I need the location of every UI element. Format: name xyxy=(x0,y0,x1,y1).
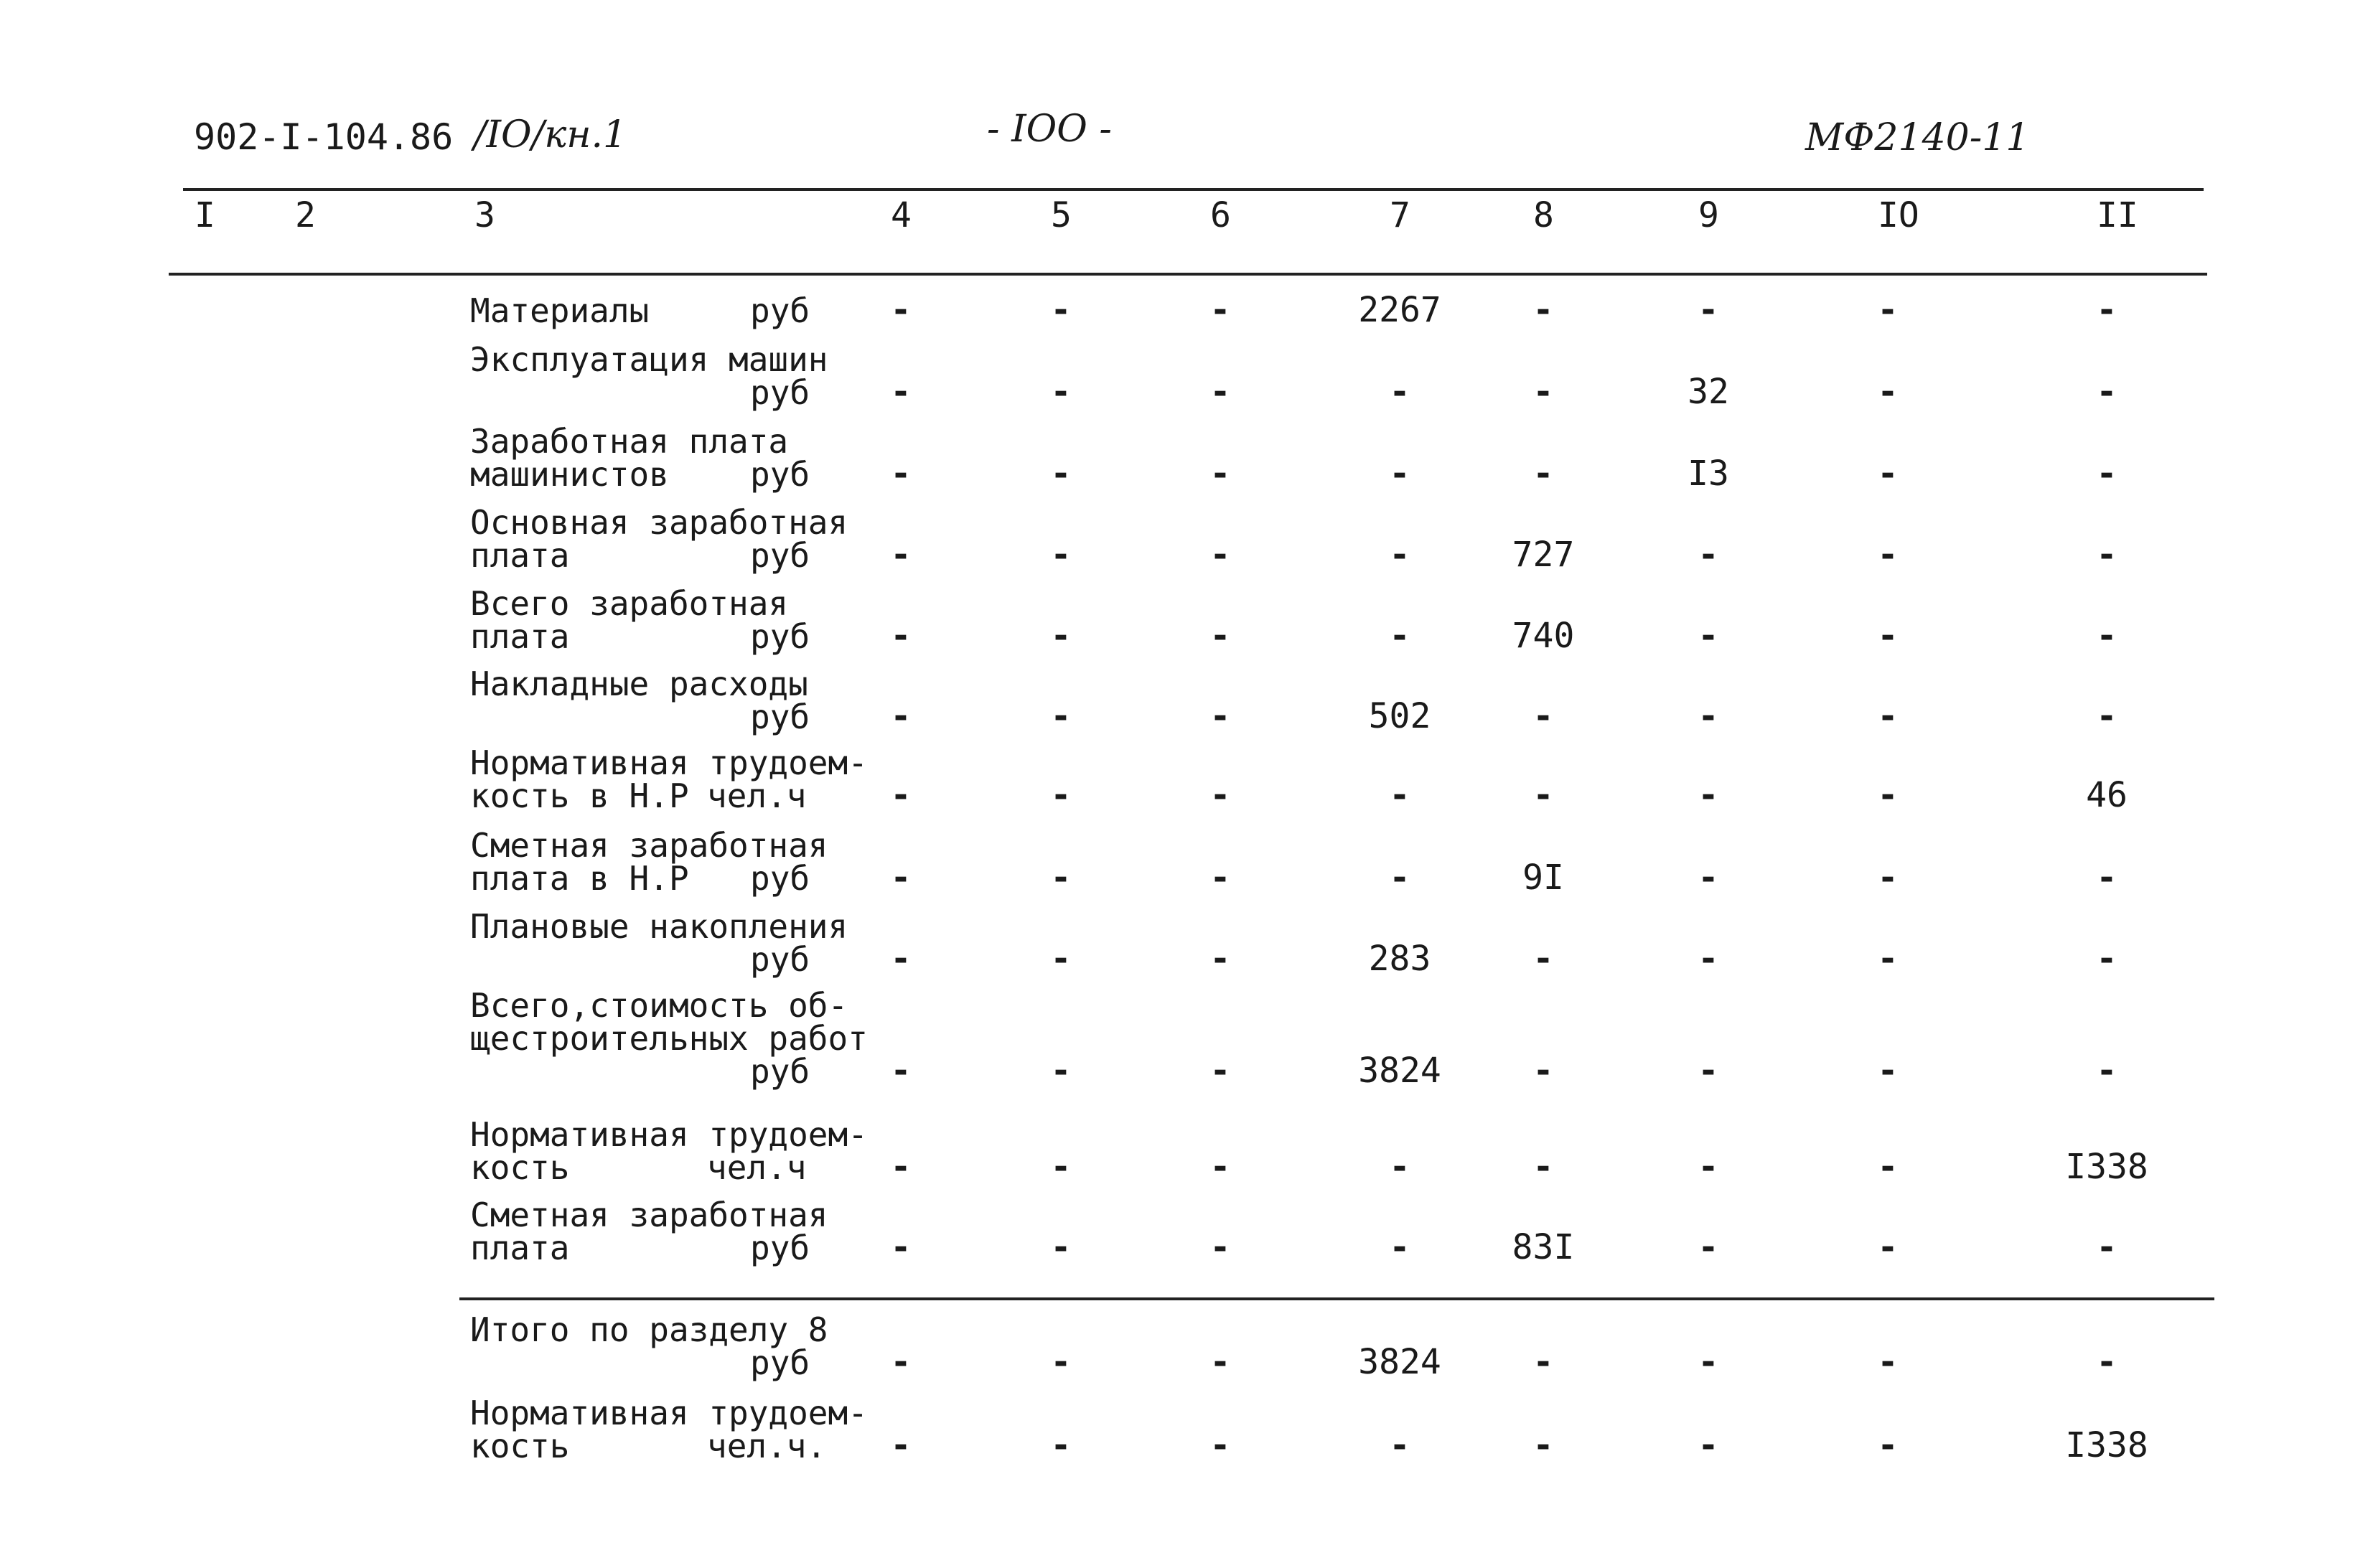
column-number: 4 xyxy=(891,195,912,235)
column-number: 7 xyxy=(1390,195,1410,235)
row-label-line: Накладные расходы xyxy=(470,665,808,703)
row-label-line: Материалы xyxy=(470,291,650,330)
empty-cell-dash: - xyxy=(890,858,912,898)
empty-cell-dash: - xyxy=(890,1425,912,1465)
value-cell: 740 xyxy=(1512,616,1575,656)
album-reference: /IO/кн.1 xyxy=(474,113,627,156)
empty-cell-dash: - xyxy=(1050,535,1072,575)
empty-cell-dash: - xyxy=(1209,616,1231,656)
row-label-line: щестроительных работ xyxy=(470,1019,868,1058)
row-label-line: Сметная заработная xyxy=(470,826,828,865)
column-number: 6 xyxy=(1210,195,1231,235)
row-unit: чел.ч xyxy=(707,1148,807,1187)
row-label-line: Плановые накопления xyxy=(470,907,848,946)
row-label-line: Сметная заработная xyxy=(470,1196,828,1234)
empty-cell-dash: - xyxy=(2096,858,2117,898)
empty-cell-dash: - xyxy=(1050,1051,1072,1091)
row-label-line: плата в Н.Р xyxy=(470,859,689,898)
row-label xyxy=(470,1310,828,1382)
empty-cell-dash: - xyxy=(2096,1051,2117,1091)
empty-cell-dash: - xyxy=(1209,1425,1231,1465)
row-label-line: машинистов xyxy=(470,455,669,494)
column-number: 2 xyxy=(295,195,316,235)
column-number: 9 xyxy=(1698,195,1719,235)
empty-cell-dash: - xyxy=(1532,372,1554,412)
row-label xyxy=(470,1396,868,1463)
empty-cell-dash: - xyxy=(1877,1227,1899,1267)
empty-cell-dash: - xyxy=(1532,1342,1554,1382)
empty-cell-dash: - xyxy=(890,1051,912,1091)
empty-cell-dash: - xyxy=(1209,858,1231,898)
empty-cell-dash: - xyxy=(1050,1342,1072,1382)
empty-cell-dash: - xyxy=(1698,1342,1719,1382)
empty-cell-dash: - xyxy=(890,939,912,979)
row-label-line: кость xyxy=(470,1148,570,1187)
empty-cell-dash: - xyxy=(1389,775,1410,815)
row-label xyxy=(470,503,848,575)
empty-cell-dash: - xyxy=(890,616,912,656)
value-cell: 727 xyxy=(1512,535,1575,575)
empty-cell-dash: - xyxy=(1532,290,1554,330)
empty-cell-dash: - xyxy=(1532,939,1554,979)
value-cell: I338 xyxy=(2065,1147,2148,1187)
empty-cell-dash: - xyxy=(1877,775,1899,815)
value-cell: I338 xyxy=(2065,1425,2148,1465)
empty-cell-dash: - xyxy=(1389,454,1410,494)
empty-cell-dash: - xyxy=(1698,939,1719,979)
value-cell: I3 xyxy=(1688,454,1729,494)
row-label-line: Основная заработная xyxy=(470,503,848,542)
empty-cell-dash: - xyxy=(1209,372,1231,412)
empty-cell-dash: - xyxy=(1209,775,1231,815)
empty-cell-dash: - xyxy=(1698,535,1719,575)
row-unit: руб xyxy=(750,859,810,898)
empty-cell-dash: - xyxy=(1698,616,1719,656)
empty-cell-dash: - xyxy=(1877,535,1899,575)
empty-cell-dash: - xyxy=(1877,1425,1899,1465)
empty-cell-dash: - xyxy=(1050,1227,1072,1267)
header-top-rule xyxy=(183,188,2204,191)
row-label-line: Нормативная трудоем- xyxy=(470,1394,868,1432)
row-label-line: Заработная плата xyxy=(470,422,789,461)
empty-cell-dash: - xyxy=(890,696,912,736)
empty-cell-dash: - xyxy=(890,535,912,575)
empty-cell-dash: - xyxy=(1209,454,1231,494)
row-label-line: Всего заработная xyxy=(470,584,789,623)
column-number: II xyxy=(2097,195,2138,235)
empty-cell-dash: - xyxy=(1877,1342,1899,1382)
empty-cell-dash: - xyxy=(1050,775,1072,815)
row-unit: руб xyxy=(750,617,810,656)
empty-cell-dash: - xyxy=(1050,290,1072,330)
empty-cell-dash: - xyxy=(1877,454,1899,494)
value-cell: 83I xyxy=(1512,1227,1575,1267)
empty-cell-dash: - xyxy=(890,372,912,412)
empty-cell-dash: - xyxy=(1698,1425,1719,1465)
empty-cell-dash: - xyxy=(890,454,912,494)
empty-cell-dash: - xyxy=(890,1342,912,1382)
empty-cell-dash: - xyxy=(2096,290,2117,330)
row-unit: чел.ч xyxy=(707,776,807,815)
empty-cell-dash: - xyxy=(2096,535,2117,575)
empty-cell-dash: - xyxy=(2096,616,2117,656)
row-label-line: плата xyxy=(470,536,570,575)
row-label-line: Нормативная трудоем- xyxy=(470,1115,868,1154)
row-label xyxy=(470,1115,868,1187)
value-cell: 3824 xyxy=(1358,1342,1441,1382)
empty-cell-dash: - xyxy=(1050,858,1072,898)
empty-cell-dash: - xyxy=(1050,939,1072,979)
empty-cell-dash: - xyxy=(1877,1147,1899,1187)
empty-cell-dash: - xyxy=(1050,616,1072,656)
row-label xyxy=(470,665,810,736)
row-label xyxy=(470,291,810,330)
column-number: 5 xyxy=(1051,195,1072,235)
empty-cell-dash: - xyxy=(890,1227,912,1267)
empty-cell-dash: - xyxy=(1389,616,1410,656)
row-label-line: кость в Н.Р xyxy=(470,776,689,815)
empty-cell-dash: - xyxy=(1698,775,1719,815)
value-cell: 9I xyxy=(1522,858,1564,898)
empty-cell-dash: - xyxy=(1877,372,1899,412)
empty-cell-dash: - xyxy=(1698,1147,1719,1187)
empty-cell-dash: - xyxy=(1532,1425,1554,1465)
empty-cell-dash: - xyxy=(1209,1227,1231,1267)
row-label xyxy=(470,340,828,412)
empty-cell-dash: - xyxy=(1389,535,1410,575)
row-label-line: Нормативная трудоем- xyxy=(470,743,868,782)
document-code: 902-I-104.86 xyxy=(194,116,454,158)
empty-cell-dash: - xyxy=(1209,535,1231,575)
empty-cell-dash: - xyxy=(1698,858,1719,898)
row-label-line: плата xyxy=(470,1229,570,1267)
empty-cell-dash: - xyxy=(1698,1227,1719,1267)
empty-cell-dash: - xyxy=(1532,454,1554,494)
row-unit: руб xyxy=(750,1052,810,1091)
empty-cell-dash: - xyxy=(1389,1147,1410,1187)
empty-cell-dash: - xyxy=(1877,939,1899,979)
empty-cell-dash: - xyxy=(2096,372,2117,412)
empty-cell-dash: - xyxy=(1389,372,1410,412)
empty-cell-dash: - xyxy=(1209,1342,1231,1382)
empty-cell-dash: - xyxy=(1209,1147,1231,1187)
registration-stamp: МФ2140-11 xyxy=(1805,116,2030,159)
row-label xyxy=(470,826,828,898)
empty-cell-dash: - xyxy=(1209,1051,1231,1091)
empty-cell-dash: - xyxy=(1209,696,1231,736)
row-label xyxy=(470,584,810,656)
empty-cell-dash: - xyxy=(890,290,912,330)
section-total-rule xyxy=(459,1297,2214,1300)
header-bottom-rule xyxy=(169,273,2207,276)
empty-cell-dash: - xyxy=(1389,1425,1410,1465)
empty-cell-dash: - xyxy=(1877,616,1899,656)
empty-cell-dash: - xyxy=(1209,290,1231,330)
empty-cell-dash: - xyxy=(1389,1227,1410,1267)
row-unit: руб xyxy=(750,940,810,979)
value-cell: 46 xyxy=(2086,775,2128,815)
column-number: 8 xyxy=(1533,195,1554,235)
row-label xyxy=(470,986,868,1091)
empty-cell-dash: - xyxy=(1698,290,1719,330)
empty-cell-dash: - xyxy=(1698,1051,1719,1091)
row-unit: руб xyxy=(750,455,810,494)
row-label-line: Всего,стоимость об- xyxy=(470,986,848,1025)
empty-cell-dash: - xyxy=(1877,858,1899,898)
empty-cell-dash: - xyxy=(1050,372,1072,412)
row-label-line: Итого по разделу 8 xyxy=(470,1310,828,1349)
row-label xyxy=(470,1196,828,1267)
empty-cell-dash: - xyxy=(1050,1425,1072,1465)
row-label xyxy=(470,743,868,815)
row-label-line: Эксплуатация машин xyxy=(470,340,828,379)
page-number: - IOO - xyxy=(987,108,1113,151)
row-unit: руб xyxy=(750,1229,810,1267)
empty-cell-dash: - xyxy=(2096,454,2117,494)
empty-cell-dash: - xyxy=(1050,454,1072,494)
empty-cell-dash: - xyxy=(1698,696,1719,736)
value-cell: 3824 xyxy=(1358,1051,1441,1091)
empty-cell-dash: - xyxy=(890,775,912,815)
value-cell: 32 xyxy=(1688,372,1729,412)
empty-cell-dash: - xyxy=(890,1147,912,1187)
row-label-line: плата xyxy=(470,617,570,656)
row-label xyxy=(470,422,810,494)
empty-cell-dash: - xyxy=(1877,696,1899,736)
row-unit: руб xyxy=(750,1343,810,1382)
row-unit: руб xyxy=(750,698,810,736)
empty-cell-dash: - xyxy=(1050,696,1072,736)
empty-cell-dash: - xyxy=(1209,939,1231,979)
value-cell: 283 xyxy=(1368,939,1431,979)
column-number: 3 xyxy=(474,195,495,235)
column-number: I xyxy=(195,195,215,235)
empty-cell-dash: - xyxy=(2096,1227,2117,1267)
empty-cell-dash: - xyxy=(1532,775,1554,815)
empty-cell-dash: - xyxy=(2096,1342,2117,1382)
empty-cell-dash: - xyxy=(1389,858,1410,898)
row-unit: руб xyxy=(750,291,810,330)
empty-cell-dash: - xyxy=(2096,939,2117,979)
empty-cell-dash: - xyxy=(1532,1147,1554,1187)
empty-cell-dash: - xyxy=(1877,1051,1899,1091)
row-unit: руб xyxy=(750,536,810,575)
row-unit: чел.ч. xyxy=(707,1427,827,1465)
empty-cell-dash: - xyxy=(1050,1147,1072,1187)
empty-cell-dash: - xyxy=(1532,1051,1554,1091)
empty-cell-dash: - xyxy=(1532,696,1554,736)
empty-cell-dash: - xyxy=(1877,290,1899,330)
empty-cell-dash: - xyxy=(2096,696,2117,736)
row-label-line: кость xyxy=(470,1427,570,1465)
value-cell: 502 xyxy=(1368,696,1431,736)
value-cell: 2267 xyxy=(1358,290,1441,330)
column-number: IO xyxy=(1878,195,1919,235)
row-unit: руб xyxy=(750,373,810,412)
row-label xyxy=(470,907,848,979)
